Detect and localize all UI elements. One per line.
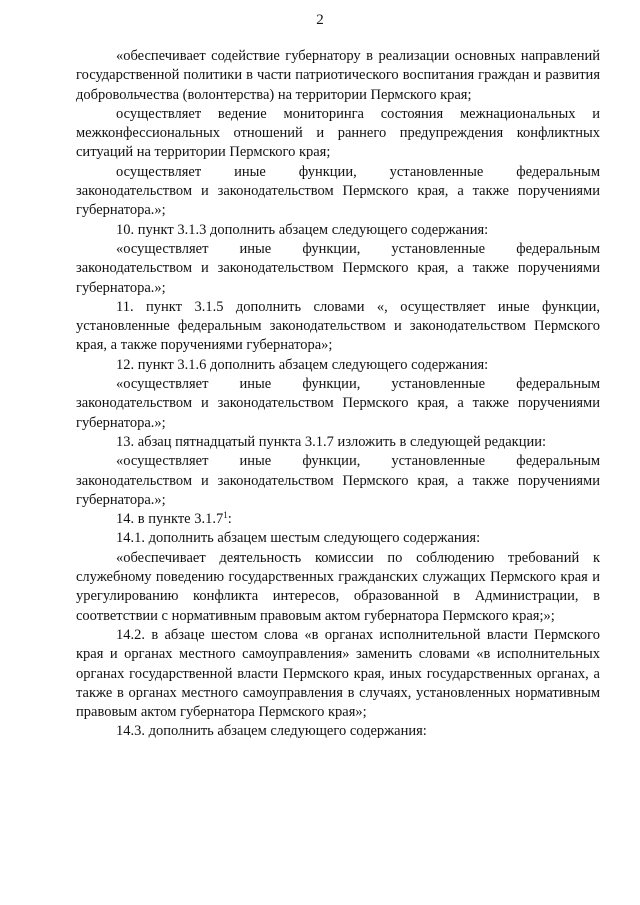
- paragraph: [76, 549, 600, 626]
- paragraph: [76, 722, 600, 741]
- paragraph: [76, 356, 600, 375]
- paragraph-text: «обеспечивает содействие губернатору в реализации основных направлений государственной политики в части патриотического воспитания граждан и развития добровольчества (волонтерства) на территории Пермского края;: [76, 48, 600, 103]
- paragraph: [76, 626, 600, 722]
- paragraph-text: «осуществляет иные функции, установленные федеральным законодательством и законодательством Пермского края, а также поручениями губернатора.»;: [76, 453, 600, 508]
- paragraph: [76, 47, 600, 105]
- paragraph-text: 14.3. дополнить абзацем следующего содержания:: [116, 723, 427, 740]
- page-number: 2: [316, 12, 324, 28]
- paragraph: [76, 298, 600, 356]
- document-body: [76, 47, 600, 742]
- superscript-marker: 1: [223, 510, 228, 521]
- paragraph-tail: :: [227, 511, 232, 528]
- paragraph-text: «осуществляет иные функции, установленные федеральным законодательством и законодательством Пермского края, а также поручениями губернатора.»;: [76, 240, 600, 296]
- paragraph: [76, 221, 600, 240]
- paragraph: [76, 163, 600, 221]
- paragraph: [76, 433, 600, 452]
- paragraph-text: 12. пункт 3.1.6 дополнить абзацем следующего содержания:: [116, 356, 489, 373]
- paragraph-text: 14.1. дополнить абзацем шестым следующего содержания:: [116, 530, 481, 547]
- paragraph-text: осуществляет ведение мониторинга состояния межнациональных и межконфессиональных отношений и раннего предупреждения конфликтных ситуаций на территории Пермского края;: [76, 105, 600, 161]
- paragraph-text: 13. абзац пятнадцатый пункта 3.1.7 изложить в следующей редакции:: [116, 433, 547, 450]
- paragraph: [76, 105, 600, 163]
- paragraph: [76, 510, 600, 529]
- paragraph-text: 10. пункт 3.1.3 дополнить абзацем следующего содержания:: [116, 221, 489, 238]
- paragraph: [76, 529, 600, 548]
- paragraph: [76, 240, 600, 298]
- paragraph: [76, 452, 600, 510]
- paragraph-text: 14. в пункте 3.1.7: [116, 511, 224, 528]
- paragraph-text: «осуществляет иные функции, установленные федеральным законодательством и законодательством Пермского края, а также поручениями губернатора.»;: [76, 376, 600, 431]
- paragraph: [76, 375, 600, 433]
- paragraph-text: «обеспечивает деятельность комиссии по соблюдению требований к служебному поведению государственных гражданских служащих Пермского края и урегулированию конфликта интересов, образованной в Администрации, в соответствии с нормативным правовым актом губернатора Пермского края;»;: [76, 549, 600, 624]
- paragraph-text: 11. пункт 3.1.5 дополнить словами «, осуществляет иные функции, установленные федеральным законодательством и законодательством Пермского края, а также поручениями губернатора»;: [76, 298, 600, 354]
- paragraph-text: осуществляет иные функции, установленные федеральным законодательством и законодательством Пермского края, а также поручениями губернатора.»;: [76, 163, 600, 219]
- paragraph-text: 14.2. в абзаце шестом слова «в органах исполнительной власти Пермского края и органах местного самоуправления» заменить словами «в исполнительных органах государственной власти Пермского края, иных государственных органах, а также в органах местного самоуправления в случаях, установленных нормативным правовым актом губернатора Пермского края»;: [76, 626, 600, 721]
